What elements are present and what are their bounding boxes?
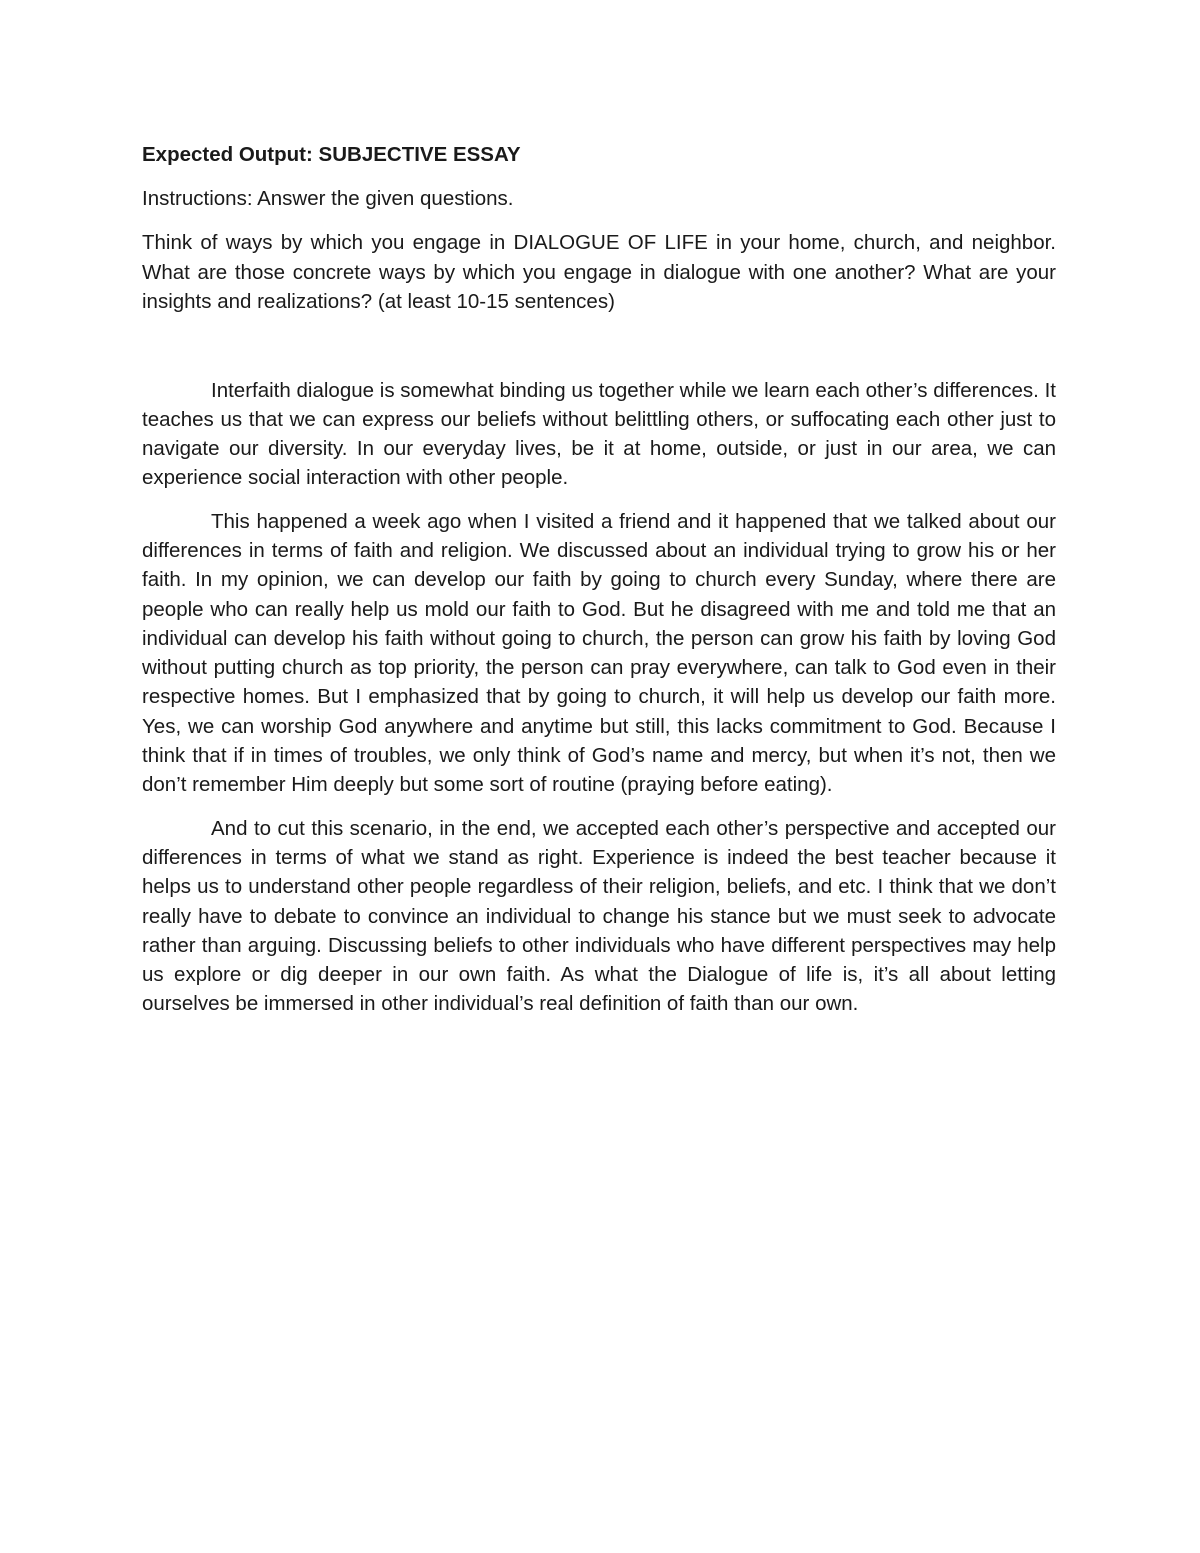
essay-answer — [142, 376, 1056, 1019]
essay-paragraph-2: This happened a week ago when I visited a friend and it happened that we talked about our differences in terms of faith and religion. We discussed about an individual trying to grow his or her faith. In my opinion, we can develop our faith by going to church every Sunday, where there are people who can really help us mold our faith to God. But he disagreed with me and told me that an individual can develop his faith without going to church, the person can grow his faith by loving God without putting church as top priority, the person can pray everywhere, can talk to God even in their respective homes. But I emphasized that by going to church, it will help us develop our faith more. Yes, we can worship God anywhere and anytime but still, this lacks commitment to God. Because I think that if in times of troubles, we only think of God’s name and mercy, but when it’s not, then we don’t remember Him deeply but some sort of routine (praying before eating). — [142, 509, 1056, 797]
document-body — [142, 140, 1056, 1033]
instructions-text: Instructions: Answer the given questions. — [142, 187, 514, 210]
question-text: Think of ways by which you engage in DIALOGUE OF LIFE in your home, church, and neighbor. What are those concrete ways by which you engage in dialogue with one another? What are your insights and realizations? (at least 10-15 sentences) — [142, 231, 1056, 313]
essay-paragraph-3: And to cut this scenario, in the end, we accepted each other’s perspective and accepted our differences in terms of what we stand as right. Experience is indeed the best teacher because it helps us to understand other people regardless of their religion, beliefs, and etc. I think that we don’t really have to debate to convince an individual to change his stance but we must seek to advocate rather than arguing. Discussing beliefs to other individuals who have different perspectives may help us explore or dig deeper in our own faith. As what the Dialogue of life is, it’s all about letting ourselves be immersed in other individual’s real definition of faith than our own. — [142, 816, 1056, 1016]
essay-paragraph-1: Interfaith dialogue is somewhat binding us together while we learn each other’s differences. It teaches us that we can express our beliefs without belittling others, or suffocating each other just to navigate our diversity. In our everyday lives, be it at home, outside, or just in our area, we can experience social interaction with other people. — [142, 378, 1056, 490]
document-heading: Expected Output: SUBJECTIVE ESSAY — [142, 143, 521, 166]
